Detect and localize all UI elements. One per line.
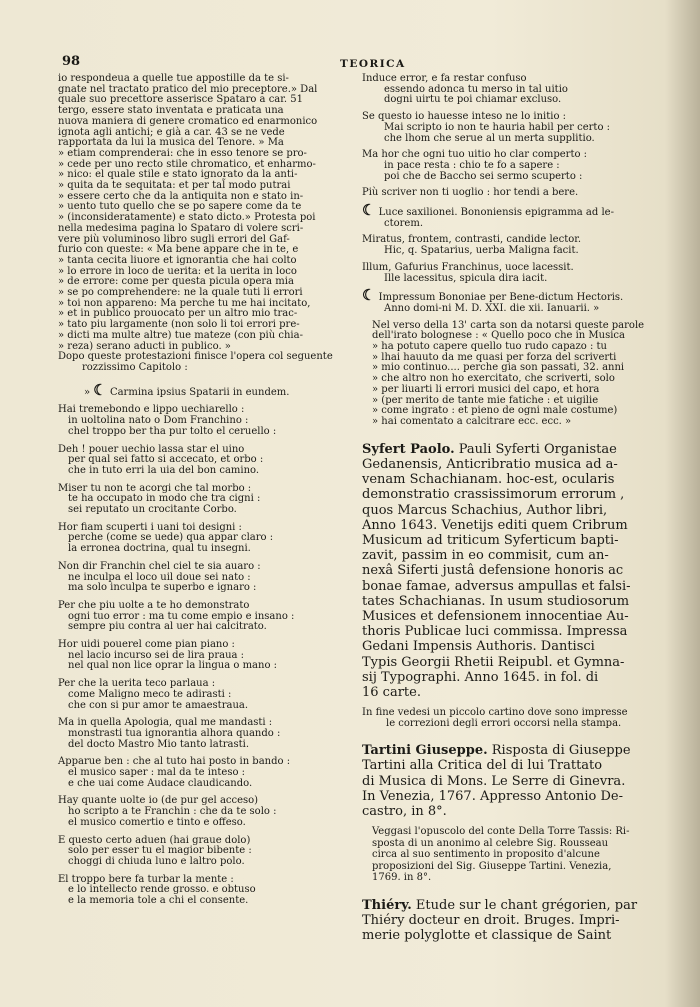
prose-line: » toi non appareno: Ma perche tu me hai incitato, — [58, 297, 311, 309]
capitolo-stanzas — [58, 405, 358, 906]
verse-line: te ha occupato in modo che tra cigni : — [68, 493, 261, 505]
prose-line: » de errore: come per questa picula opera mia — [58, 276, 294, 288]
syfert-note — [362, 707, 672, 729]
prose-line: » cede per uno recto stile chromatico, et enharmo- — [58, 158, 316, 170]
verse-line: che lhom che serue al un merta supplitio. — [384, 132, 595, 144]
nel-line: » che altro non ho exercitato, che scriverti, solo — [372, 373, 615, 385]
entry-line: venam Schachianam. hoc-est, ocularis — [362, 472, 615, 488]
verse-group — [362, 74, 672, 106]
prose-line: nuova maniera di genere cromatico ed enarmonico — [58, 115, 318, 127]
prose-line: » et in publico prouocato per un altro mio trac- — [58, 308, 298, 320]
verse-line: Hai tremebondo e lippo uechiarello : — [58, 404, 245, 416]
verse-line: chel troppo ber tha pur tolto el ceruello : — [68, 425, 277, 437]
prose-line: quale suo precettore asserisce Spataro a car. 51 — [58, 94, 304, 106]
stanza — [58, 523, 358, 555]
stanza — [58, 836, 358, 868]
verse-line: Mai scripto io non te hauria habil per certo : — [384, 121, 611, 133]
impressum-line-1: Impressum Bononiae per Bene-dictum Hectoris. — [378, 292, 624, 304]
intro-prose — [58, 74, 358, 352]
verse-line: ogni tuo error : ma tu come empio e insano : — [68, 610, 295, 622]
epigram-verses — [362, 235, 672, 284]
entry-line: nexâ Siferti justâ defensione honoris ac — [362, 563, 624, 579]
verse-line: ho scripto a te Franchin : che da te solo : — [68, 806, 277, 818]
entry-line: sij Typographi. Anno 1645. in fol. di — [362, 669, 599, 685]
verse-line: per qual sei fatto si accecato, et orbo : — [68, 454, 264, 466]
entry-tartini — [362, 743, 672, 819]
verse-line: Ma in quella Apologia, qual me mandasti : — [58, 717, 273, 729]
entry-line: zavit, passim in eo commisit, cum an- — [362, 548, 609, 564]
entry-line: Gedanensis, Anticribratio musica ad a- — [362, 456, 618, 472]
entry-line: di Musica di Mons. Le Serre di Ginevra. — [362, 773, 626, 789]
entry-thiery — [362, 898, 672, 944]
entry-line: demonstratio crassissimorum errorum , — [362, 487, 625, 503]
tartini-note — [362, 826, 672, 884]
prose-line: » tato piu largamente (non solo li toi errori pre- — [58, 319, 300, 331]
verse-line: sei reputato un crocitante Corbo. — [68, 504, 237, 516]
note-line: le correzioni degli errori occorsi nella stampa. — [386, 718, 622, 730]
nel-line: » lhai hauuto da me quasi per forza del scriverti — [372, 351, 617, 363]
prose-line: » (inconsideratamente) e stato dicto.» Protesta poi — [58, 212, 316, 224]
nel-line: » hai comentato a calcitrare ecc. ecc. » — [372, 415, 572, 427]
entry-first-line — [362, 743, 672, 758]
page-number: 98 — [62, 54, 81, 69]
dopo-line: rozzissimo Capitolo : — [82, 361, 188, 373]
nel-line: » come ingrato : et pieno de ogni male costume) — [372, 405, 618, 417]
prose-line: » dicti ma multe altre) tue mateze (con più chia- — [58, 329, 303, 341]
verse-line: Per che la uerita teco parlaua : — [58, 678, 216, 690]
verse-line: Se questo io hauesse inteso ne lo initio : — [362, 111, 567, 123]
prose-line: » tanta cecita liuore et ignorantia che hai colto — [58, 254, 297, 266]
note-line: circa al suo sentimento in proposito d'alcune — [372, 849, 600, 861]
verse-line: E questo certo aduen (hai graue dolo) — [58, 834, 251, 846]
verse-line: el musico saper : mal da te inteso : — [68, 767, 246, 779]
verse-line: Hay quante uolte io (de pur gel acceso) — [58, 795, 259, 807]
lucae-line-2: ctorem. — [384, 217, 423, 229]
nel-line: » per liuarti li errori musici del capo, et hora — [372, 383, 600, 395]
verse-line: Ma hor che ogni tuo uitio ho clar comperto : — [362, 149, 588, 161]
entry-line: thoris Publicae luci commissa. Impressa — [362, 624, 628, 640]
verse-line: nel qual non lice oprar la lingua o mano : — [68, 660, 278, 672]
entry-text: Pauli Syferti Organistae — [458, 441, 617, 457]
verse-line: Induce error, e fa restar confuso — [362, 73, 527, 84]
pilcrow-icon: ☾ — [362, 201, 376, 220]
note-line: Veggasi l'opuscolo del conte Della Torre Tassis: Ri- — [372, 826, 630, 838]
nel-line: » ha potuto capere quello tuo rudo capazo : tu — [372, 341, 607, 353]
stanza — [58, 484, 358, 516]
stanza — [58, 562, 358, 594]
stanza — [58, 757, 358, 789]
verse-line: El troppo bere fa turbar la mente : — [58, 873, 234, 885]
entry-headword: Tartini Giuseppe. — [362, 743, 488, 759]
epigram-line: Hic, q. Spatarius, uerba Maligna facit. — [384, 245, 579, 257]
note-line: sposta di un anonimo al celebre Sig. Rousseau — [372, 837, 609, 849]
stanza — [58, 640, 358, 672]
entry-text: Risposta di Giuseppe — [491, 743, 631, 759]
pilcrow-icon: ☾ — [93, 380, 107, 399]
entry-line: Thiéry docteur en droit. Bruges. Impri- — [362, 912, 620, 928]
verse-line: choggi di chiuda luno e laltro polo. — [68, 856, 245, 867]
verse-line: el musico comertio e tinto e offeso. — [68, 816, 246, 828]
nel-line: » (per merito de tante mie fatiche : et uigilie — [372, 394, 599, 406]
prose-line: » se po comprehendere: ne la quale tuti li errori — [58, 287, 303, 299]
prose-line: ignota agli antichi; e già a car. 43 se ne vede — [58, 126, 285, 138]
verse-line: monstrasti tua ignorantia alhora quando : — [68, 727, 281, 739]
verse-line: e lo intellecto rende grosso. e obtuso — [68, 884, 256, 896]
stanza — [58, 405, 358, 437]
stanza — [58, 601, 358, 633]
entry-headword: Syfert Paolo. — [362, 441, 455, 457]
carmina-heading: » ☾ Carmina ipsius Spatarii in eundem. — [84, 380, 290, 399]
prose-line: rapportata da lui la musica del Tenore. » Ma — [58, 137, 284, 149]
prose-line: » etiam comprenderai: che in esso tenore se pro- — [58, 147, 307, 159]
verse-line: sempre piu contra al uer hai calcitrato. — [68, 621, 267, 633]
verse-line: Per che piu uolte a te ho demonstrato — [58, 599, 250, 611]
prose-line: » reza) serano aducti in publico. » — [58, 340, 231, 352]
prose-line: io respondeua a quelle tue appostille da te si- — [58, 73, 289, 84]
verse-line: che con si pur amor te amaestraua. — [68, 699, 249, 711]
impressum-line-2: Anno domi-ni M. D. XXI. die xii. Ianuarii. » — [384, 302, 600, 314]
nel-line: » mio continuo.... perche gia son passati, 32. anni — [372, 362, 625, 374]
stanza — [58, 679, 358, 711]
verse-line: ne inculpa el loco uil doue sei nato : — [68, 571, 251, 583]
verse-group — [362, 150, 672, 182]
nel-line: Nel verso della 13' carta son da notarsi queste parole — [372, 319, 645, 331]
verse-line: la erronea doctrina, qual tu insegni. — [68, 543, 251, 555]
note-line: proposizioni del Sig. Giuseppe Tartini. Venezia, — [372, 860, 612, 872]
prose-line: gnate nel tractato pratico del mio preceptore.» Dal — [58, 83, 318, 95]
running-title: TEORICA — [340, 58, 406, 70]
entry-line: quos Marcus Schachius, Author libri, — [362, 502, 608, 518]
entry-line: Gedani Impensis Authoris. Dantisci — [362, 639, 595, 655]
entry-text: Etude sur le chant grégorien, par — [415, 897, 638, 913]
prose-line: » uento tuto quello che se po sapere come da te — [58, 201, 302, 213]
entry-line: 16 carte. — [362, 684, 421, 700]
left-column — [58, 74, 358, 907]
capitolo-continuation — [362, 74, 672, 199]
verse-group — [362, 188, 672, 199]
verse-line: Non dir Franchin chel ciel te sia auaro : — [58, 560, 261, 572]
entry-line: Musices et defensionem innocentiae Au- — [362, 608, 629, 624]
entry-line: tates Schachianas. In usum studiosorum — [362, 593, 630, 609]
entry-line: Musicum ad triticum Syferticum bapti- — [362, 532, 619, 548]
pilcrow-icon: ☾ — [362, 286, 376, 305]
verse-line: in pace resta : chio te fo a sapere : — [384, 159, 560, 171]
verse-line: Più scriver non ti uoglio : hor tendi a bere. — [362, 187, 579, 199]
verse-line: essendo adonca tu merso in tal uitio — [384, 83, 568, 95]
prose-line: » essere certo che da la antiquita non e stato in- — [58, 190, 304, 202]
lucae-epigram-heading — [362, 201, 672, 229]
dopo-line: Dopo queste protestazioni finisce l'opera col seguente — [58, 351, 333, 363]
lucae-line-1: Luce saxilionei. Bononiensis epigramma ad le- — [378, 207, 614, 219]
stanza — [58, 875, 358, 907]
entry-line: In Venezia, 1767. Appresso Antonio De- — [362, 788, 624, 804]
verse-line: solo per esser tu el magior bibente : — [68, 845, 252, 857]
epigram-line: Illum, Gafurius Franchinus, uoce lacessit. — [362, 261, 574, 273]
note-line: 1769. in 8°. — [372, 872, 432, 884]
entry-line: Anno 1643. Venetijs editi quem Cribrum — [362, 517, 628, 533]
right-column — [362, 74, 672, 943]
prose-line: vere più voluminoso libro sugli errori del Gaf- — [58, 233, 290, 245]
epigram-line: Miratus, frontem, contrasti, candide lector. — [362, 234, 582, 246]
epigram-couplet — [362, 263, 672, 284]
prose-line: furio con queste: « Ma bene appare che in te, e — [58, 244, 299, 256]
verse-line: Apparue ben : che al tuto hai posto in bando : — [58, 756, 291, 768]
entry-line: merie polyglotte et classique de Saint — [362, 928, 612, 944]
verse-group — [362, 112, 672, 144]
verse-line: Hor fiam scuperti i uani toi designi : — [58, 521, 242, 533]
verse-line: Deh ! pouer uechio lassa star el uino — [58, 443, 245, 455]
epigram-line: Ille lacessitus, spicula dira iacit. — [384, 272, 548, 284]
entry-line: Tartini alla Critica del di lui Trattato — [362, 758, 603, 774]
verse-line: perche (come se uede) qua appar claro : — [68, 532, 274, 544]
entry-headword: Thiéry. — [362, 897, 412, 913]
entry-first-line — [362, 898, 672, 913]
verse-line: come Maligno meco te adirasti : — [68, 688, 232, 700]
verse-line: Hor uidi pouerel come pian piano : — [58, 639, 235, 651]
dopo-paragraph — [58, 352, 358, 373]
verse-line: in uoltolina nato o Dom Franchino : — [68, 415, 249, 427]
verse-line: Miser tu non te acorgi che tal morbo : — [58, 482, 252, 494]
note-line: In fine vedesi un piccolo cartino dove sono impresse — [362, 707, 628, 719]
verse-line: poi che de Baccho sei sermo scuperto : — [384, 170, 583, 182]
verse-line: ma solo inculpa te superbo e ignaro : — [68, 582, 257, 594]
stanza — [58, 718, 358, 750]
prose-line: tergo, essere stato inventata e praticata una — [58, 105, 284, 117]
entry-line: castro, in 8°. — [362, 803, 447, 819]
verse-line: che in tuto erri la uia del bon camino. — [68, 464, 260, 476]
impressum-colophon — [362, 286, 672, 314]
prose-line: » nico: el quale stile e stato ignorato da la anti- — [58, 169, 298, 181]
prose-line: nella medesima pagina lo Spataro di volere scri- — [58, 222, 304, 234]
epigram-couplet — [362, 235, 672, 256]
carmina-title: Carmina ipsius Spatarii in eundem. — [109, 386, 290, 398]
verse-line: e che uai come Audace claudicando. — [68, 777, 253, 789]
entry-syfert — [362, 442, 672, 700]
stanza — [58, 796, 358, 828]
prose-line: » lo errore in loco de uerita: et la uerita in loco — [58, 265, 297, 277]
entry-first-line — [362, 442, 672, 457]
verse-line: dogni uirtu te poi chiamar excluso. — [384, 94, 562, 106]
entry-line: bonae famae, adversus ampullas et falsi- — [362, 578, 631, 594]
entry-line: Typis Georgii Rhetii Reipubl. et Gymna- — [362, 654, 625, 670]
prose-line: » quita da te sequitata: et per tal̃ modo putrai — [58, 180, 291, 192]
nel-line: dell'irato bolognese : « Quello poco che in Musica — [372, 330, 625, 342]
verse-line: e la memoria tole a chi el consente. — [68, 895, 249, 907]
verse-line: del docto Mastro Mio tanto latrasti. — [68, 738, 249, 750]
nel-verso-paragraph — [362, 321, 672, 428]
stanza — [58, 445, 358, 477]
verse-line: nel lacio incurso sei de lira praua : — [68, 649, 245, 661]
